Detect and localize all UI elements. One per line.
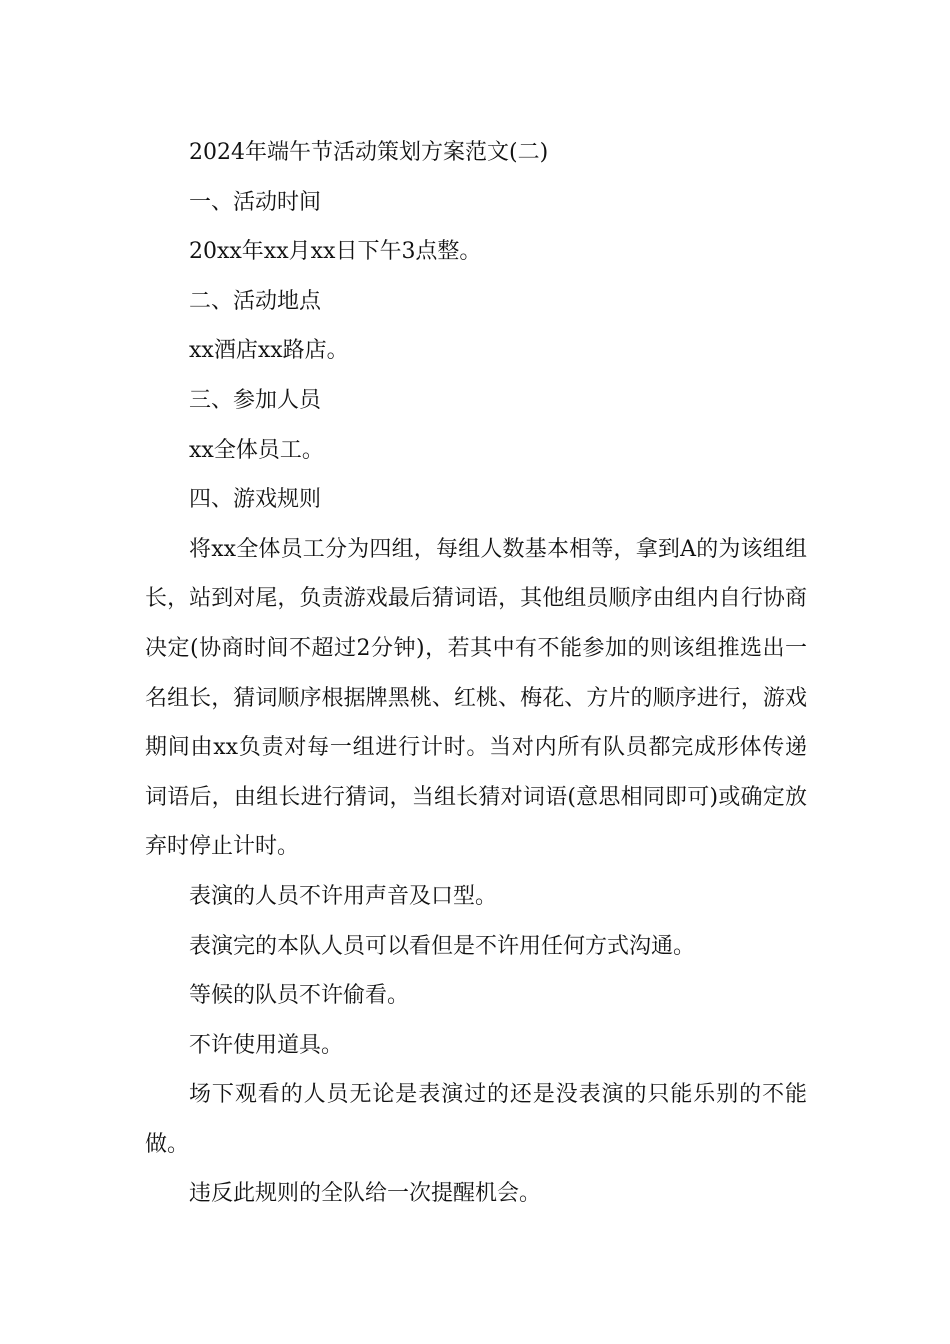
section-heading-location: 二、活动地点 [189, 288, 322, 314]
section-heading-rules: 四、游戏规则 [189, 487, 322, 513]
paragraph: xx酒店xx路店。 [189, 338, 349, 364]
document-title: 2024年端午节活动策划方案范文(二) [189, 140, 549, 165]
section-heading-participants: 三、参加人员 [189, 387, 322, 413]
section-heading-time: 一、活动时间 [189, 189, 322, 215]
paragraph: 等候的队员不许偷看。 [189, 983, 410, 1009]
paragraph: 违反此规则的全队给一次提醒机会。 [189, 1181, 542, 1207]
paragraph: xx全体员工。 [189, 437, 324, 463]
paragraph: 将xx全体员工分为四组，每组人数基本相等，拿到A的为该组组长，站到对尾，负责游戏最后猜词语，其他组员顺序由组内自行协商决定(协商时间不超过2分钟)，若其中有不能参加的则该组推选出一名组长，猜词顺序根据牌黑桃、红桃、梅花、方片的顺序进行，游戏期间由xx负责对每一组进行计时。当对内所有队员都完成形体传递词语后，由组长进行猜词，当组长猜对词语(意思相同即可)或确定放弃时停止计时。 [145, 536, 807, 860]
paragraph: 表演完的本队人员可以看但是不许用任何方式沟通。 [189, 933, 696, 959]
paragraph: 20xx年xx月xx日下午3点整。 [189, 239, 482, 265]
paragraph: 场下观看的人员无论是表演过的还是没表演的只能乐别的不能做。 [145, 1082, 807, 1157]
paragraph: 不许使用道具。 [189, 1032, 344, 1058]
paragraph: 表演的人员不许用声音及口型。 [189, 883, 498, 909]
